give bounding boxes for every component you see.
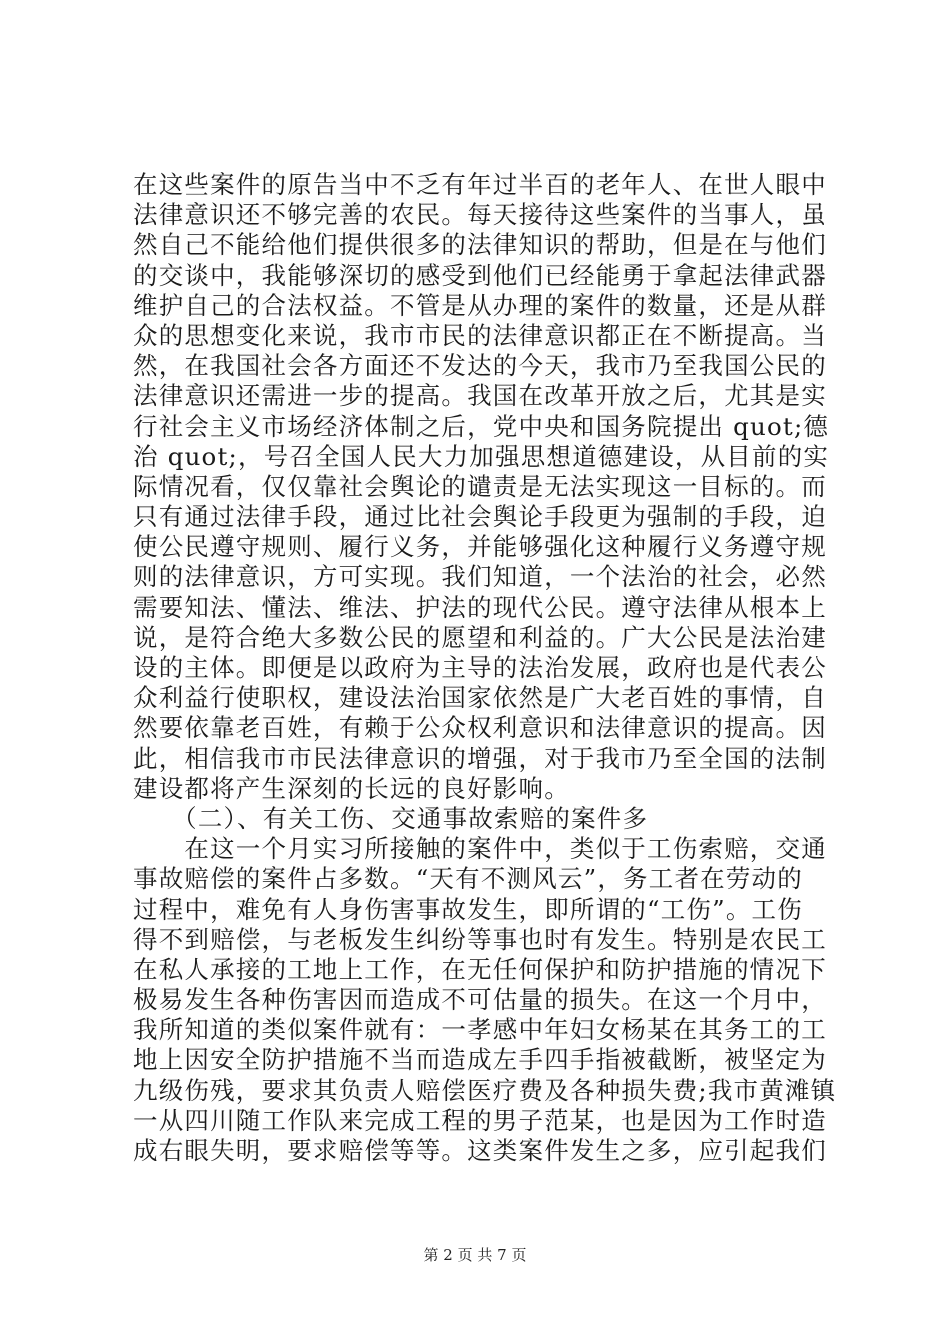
text-line: 行社会主义市场经济体制之后，党中央和国务院提出 quot;德 [133, 411, 830, 441]
text-line: 使公民遵守规则、履行义务，并能够强化这种履行义务遵守规 [133, 532, 827, 562]
text-line: 治 quot;，号召全国人民大力加强思想道德建设，从目前的实 [133, 441, 830, 471]
text-line: 设的主体。即便是以政府为主导的法治发展，政府也是代表公 [133, 653, 827, 682]
text-line: 地上因安全防护措施不当而造成左手四手指被截断，被坚定为 [133, 1045, 827, 1075]
text-line: 众的思想变化来说，我市市民的法律意识都正在不断提高。当 [133, 320, 827, 350]
text-line: 需要知法、懂法、维法、护法的现代公民。遵守法律从根本上 [133, 592, 827, 622]
text-line: 法律意识还需进一步的提高。我国在改革开放之后，尤其是实 [133, 381, 827, 411]
text-line: 际情况看，仅仅靠社会舆论的谴责是无法实现这一目标的。而 [133, 471, 827, 501]
text-line: 过程中，难免有人身伤害事故发生，即所谓的“工伤”。工伤 [133, 894, 803, 924]
text-line: 说，是符合绝大多数公民的愿望和利益的。广大公民是法治建 [133, 622, 827, 652]
text-line: 的交谈中，我能够深切的感受到他们已经能勇于拿起法律武器 [133, 260, 827, 290]
text-line: 在这一个月实习所接触的案件中，类似于工伤索赔，交通 [133, 834, 827, 864]
text-line: 一从四川随工作队来完成工程的男子范某，也是因为工作时造 [133, 1105, 827, 1135]
text-line: 我所知道的类似案件就有：一孝感中年妇女杨某在其务工的工 [133, 1015, 827, 1045]
text-line: 建设都将产生深刻的长远的良好影响。 [133, 773, 570, 803]
text-line: 维护自己的合法权益。不管是从办理的案件的数量，还是从群 [133, 290, 827, 320]
text-line: 只有通过法律手段，通过比社会舆论手段更为强制的手段，迫 [133, 502, 827, 532]
text-line: 然要依靠老百姓，有赖于公众权利意识和法律意识的提高。因 [133, 713, 827, 743]
text-line: 得不到赔偿，与老板发生纠纷等事也时有发生。特别是农民工 [133, 924, 827, 954]
text-line: 在私人承接的工地上工作，在无任何保护和防护措施的情况下 [133, 954, 827, 984]
text-line: （二）、有关工伤、交通事故索赔的案件多 [133, 803, 649, 833]
page-footer: 第 2 页 共 7 页 [423, 1246, 527, 1264]
text-line: 此，相信我市市民法律意识的增强，对于我市乃至全国的法制 [133, 743, 827, 773]
text-line: 法律意识还不够完善的农民。每天接待这些案件的当事人，虽 [133, 200, 827, 230]
text-line: 众利益行使职权，建设法治国家依然是广大老百姓的事情，自 [133, 683, 827, 713]
text-line: 然自己不能给他们提供很多的法律知识的帮助，但是在与他们 [133, 230, 827, 260]
text-line: 在这些案件的原告当中不乏有年过半百的老年人、在世人眼中 [133, 170, 827, 199]
body-text [133, 170, 837, 1166]
text-line: 九级伤残，要求其负责人赔偿医疗费及各种损失费;我市黄滩镇 [133, 1075, 837, 1105]
text-line: 事故赔偿的案件占多数。“天有不测风云”，务工者在劳动的 [133, 864, 803, 894]
text-line: 极易发生各种伤害因而造成不可估量的损失。在这一个月中， [133, 985, 827, 1015]
text-line: 成右眼失明，要求赔偿等等。这类案件发生之多，应引起我们 [133, 1136, 827, 1165]
text-line: 则的法律意识，方可实现。我们知道，一个法治的社会，必然 [133, 562, 827, 592]
text-line: 然，在我国社会各方面还不发达的今天，我市乃至我国公民的 [133, 351, 827, 381]
